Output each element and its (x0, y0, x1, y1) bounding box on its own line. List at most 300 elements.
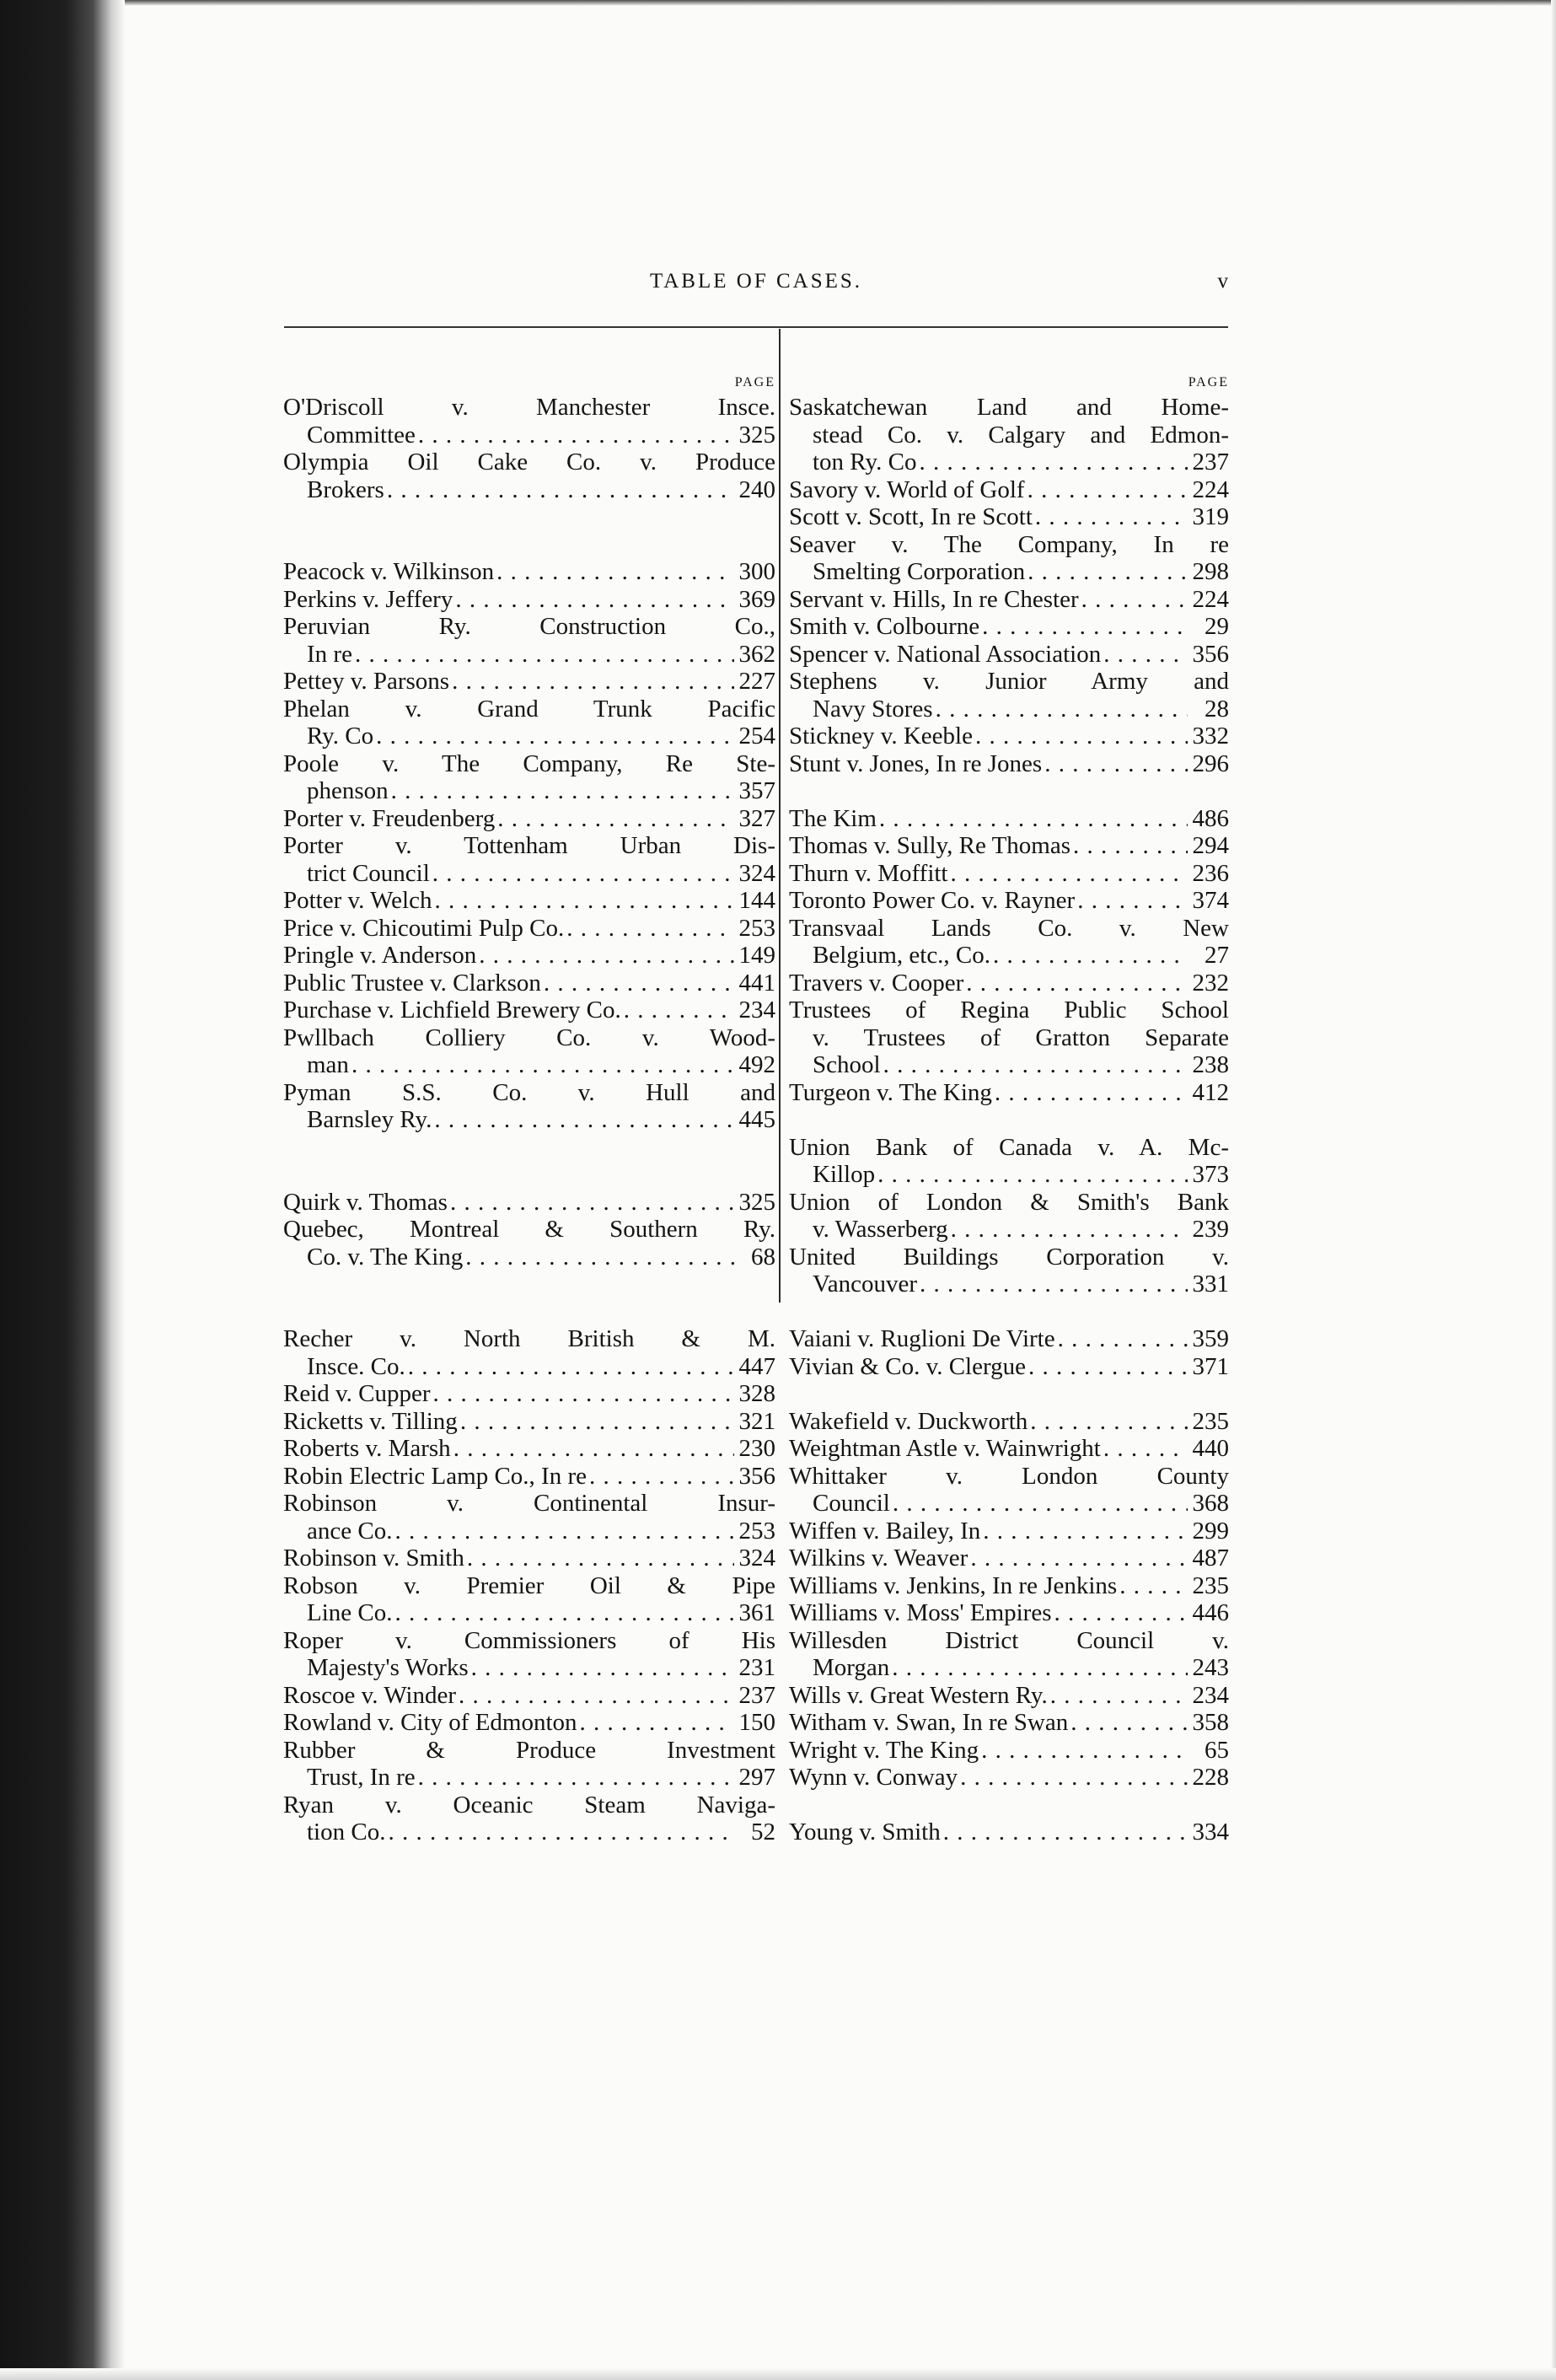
case-line (283, 1079, 775, 1107)
dot-leader (395, 1599, 735, 1627)
dot-leader (376, 723, 734, 750)
dot-leader (460, 1408, 734, 1436)
case-name: Vaiani v. Ruglioni De Virte (789, 1325, 1055, 1352)
dot-leader (1081, 586, 1188, 614)
case-entry (789, 997, 1229, 1079)
right-entries (789, 394, 1229, 1846)
case-name: Whittaker v. London County (789, 1462, 1229, 1490)
case-line (789, 750, 1229, 778)
case-line (283, 1490, 775, 1518)
case-name: Majesty's Works (307, 1654, 469, 1681)
case-name: Peruvian Ry. Construction Co., (283, 613, 775, 640)
page-number: 228 (1192, 1764, 1229, 1791)
case-name: trict Council (307, 859, 430, 887)
case-entry (789, 1545, 1229, 1572)
case-line (789, 723, 1229, 750)
case-line (789, 1709, 1229, 1737)
case-name: Robinson v. Smith (283, 1545, 464, 1571)
case-line (789, 476, 1229, 504)
dot-leader (877, 1161, 1188, 1189)
case-name: Quirk v. Thomas (283, 1188, 448, 1216)
page-number: 327 (738, 804, 775, 832)
right-column (789, 371, 1229, 1846)
dot-leader (394, 1518, 734, 1545)
case-name: Thomas v. Sully, Re Thomas (789, 832, 1071, 859)
case-name: Olympia Oil Cake Co. v. Produce (283, 449, 775, 475)
dot-leader (951, 860, 1188, 888)
case-name: Smelting Corporation (813, 558, 1026, 585)
case-name: O'Driscoll v. Manchester Insce. (283, 394, 775, 421)
case-line (283, 1435, 775, 1463)
case-line (283, 1572, 775, 1600)
case-line (789, 832, 1229, 860)
case-line (283, 777, 775, 805)
page-number: 230 (738, 1435, 775, 1462)
dot-leader (497, 805, 734, 833)
case-entry (789, 1435, 1229, 1463)
page-number: 298 (1192, 558, 1229, 585)
page-number: 65 (1205, 1736, 1229, 1764)
column-divider (779, 329, 781, 1303)
page-number: 325 (738, 1188, 775, 1216)
dot-leader (1044, 750, 1188, 778)
page-number: 224 (1192, 475, 1229, 503)
case-line (789, 1518, 1229, 1545)
page-number: 237 (738, 1681, 775, 1709)
page-folio: v (1217, 270, 1228, 293)
case-entry (789, 860, 1229, 888)
page-number: 234 (1192, 1681, 1229, 1709)
case-entry (789, 1599, 1229, 1627)
case-line (789, 1216, 1229, 1244)
case-line (789, 422, 1229, 449)
case-name: Thurn v. Moffitt (789, 859, 948, 887)
page-number: 237 (1192, 449, 1229, 475)
case-line (283, 1189, 775, 1217)
dot-leader (355, 641, 734, 669)
dot-leader (450, 1189, 734, 1217)
page-number: 357 (738, 777, 775, 804)
case-line (283, 586, 775, 614)
case-line (789, 449, 1229, 476)
case-name: Ryan v. Oceanic Steam Naviga- (283, 1791, 775, 1819)
page-number: 332 (1192, 723, 1229, 749)
dot-leader (893, 1490, 1188, 1518)
dot-leader (982, 613, 1188, 641)
case-line (283, 1764, 775, 1792)
dot-leader (453, 1435, 734, 1463)
case-entry (283, 586, 775, 614)
case-line (283, 394, 775, 422)
case-line (283, 970, 775, 997)
dot-leader (391, 777, 734, 805)
case-line (789, 531, 1229, 559)
dot-leader (418, 1764, 734, 1792)
page-number: 144 (738, 887, 775, 914)
case-line (789, 1079, 1229, 1107)
case-name: stead Co. v. Calgary and Edmon- (813, 421, 1229, 449)
case-name: Wills v. Great Western Ry. (789, 1681, 1048, 1709)
case-name: Stephens v. Junior Army and (789, 668, 1229, 695)
case-name: Savory v. World of Golf (789, 475, 1025, 503)
dot-leader (920, 1271, 1188, 1298)
case-line (283, 1682, 775, 1710)
case-line (789, 613, 1229, 641)
case-entry (283, 942, 775, 970)
case-entry (789, 613, 1229, 641)
dot-leader (981, 1737, 1188, 1765)
case-name: Turgeon v. The King (789, 1078, 992, 1106)
case-name: Spencer v. National Association (789, 640, 1102, 668)
case-name: Williams v. Moss' Empires (789, 1599, 1052, 1626)
case-entry (283, 1079, 775, 1134)
case-line (789, 1463, 1229, 1491)
case-name: Pringle v. Anderson (283, 942, 477, 969)
case-entry (283, 997, 775, 1024)
case-name: Killop (813, 1161, 876, 1188)
dot-leader (589, 1463, 734, 1491)
case-name: Roberts v. Marsh (283, 1435, 451, 1462)
case-entry (283, 1792, 775, 1846)
case-name: Committee (307, 421, 416, 449)
group-gap (789, 1106, 1229, 1134)
page-number: 321 (738, 1407, 775, 1435)
case-line (283, 641, 775, 669)
case-entry (283, 1737, 775, 1792)
case-entry (789, 1709, 1229, 1737)
case-name: Trustees of Regina Public School (789, 997, 1229, 1023)
page-number: 224 (1192, 585, 1229, 613)
left-entries (283, 394, 775, 1846)
dot-leader (966, 970, 1188, 997)
page-number: 232 (1192, 969, 1229, 997)
case-name: Purchase v. Lichfield Brewery Co. (283, 997, 621, 1023)
case-line (789, 1244, 1229, 1271)
page-number: 358 (1192, 1709, 1229, 1736)
dot-leader (993, 942, 1188, 970)
page-number: 231 (738, 1654, 775, 1681)
page-number: 297 (738, 1764, 775, 1791)
case-entry (789, 531, 1229, 586)
case-line (283, 476, 775, 504)
case-entry (283, 750, 775, 805)
case-name: Wiffen v. Bailey, In (789, 1517, 981, 1545)
case-line (789, 586, 1229, 614)
case-line (789, 887, 1229, 915)
case-line (283, 1106, 775, 1134)
case-entry (789, 1325, 1229, 1353)
case-entry (789, 887, 1229, 915)
case-name: United Buildings Corporation v. (789, 1243, 1229, 1271)
case-line (283, 1408, 775, 1436)
case-entry (789, 1764, 1229, 1792)
case-name: Servant v. Hills, In re Chester (789, 585, 1079, 613)
case-line (283, 1599, 775, 1627)
case-line (789, 1764, 1229, 1792)
page-number: 300 (738, 558, 775, 585)
case-entry (283, 1189, 775, 1217)
case-name: man (307, 1051, 349, 1078)
case-name: Vancouver (813, 1271, 918, 1297)
case-line (789, 805, 1229, 833)
case-name: Willesden District Council v. (789, 1626, 1229, 1654)
case-line (789, 1325, 1229, 1353)
case-name: v. Wasserberg (813, 1216, 948, 1243)
case-name: Stickney v. Keeble (789, 723, 973, 749)
page-number: 328 (738, 1380, 775, 1407)
page-number: 440 (1192, 1435, 1229, 1462)
case-name: Barnsley Ry. (307, 1106, 432, 1133)
case-entry (283, 696, 775, 750)
case-line (789, 1627, 1229, 1655)
case-name: Quebec, Montreal & Southern Ry. (283, 1216, 775, 1243)
dot-leader (496, 558, 734, 586)
dot-leader (1027, 558, 1188, 586)
group-gap (789, 1792, 1229, 1819)
case-line (283, 1325, 775, 1353)
case-entry (283, 1216, 775, 1271)
case-line (283, 723, 775, 750)
page-number: 296 (1192, 749, 1229, 777)
page-number: 239 (1192, 1216, 1229, 1243)
case-entry (789, 503, 1229, 531)
case-entry (789, 1408, 1229, 1436)
case-name: Scott v. Scott, In re Scott (789, 503, 1033, 530)
case-line (789, 558, 1229, 586)
case-line (789, 1545, 1229, 1572)
case-name: Pwllbach Colliery Co. v. Wood- (283, 1023, 775, 1051)
case-name: tion Co. (307, 1819, 386, 1845)
case-name: Line Co. (307, 1599, 393, 1626)
case-entry (283, 1682, 775, 1710)
case-name: Robinson v. Continental Insur- (283, 1490, 775, 1517)
case-name: Young v. Smith (789, 1819, 941, 1845)
case-line (283, 1792, 775, 1819)
case-entry (789, 1572, 1229, 1600)
page-number: 150 (738, 1709, 775, 1736)
case-entry (789, 970, 1229, 997)
case-line (789, 997, 1229, 1024)
case-entry (283, 887, 775, 915)
case-line (283, 997, 775, 1024)
page-number: 324 (738, 1545, 775, 1571)
case-entry (789, 394, 1229, 476)
dot-leader (580, 1709, 734, 1737)
dot-leader (1070, 1709, 1188, 1737)
top-edge-shadow (125, 0, 1556, 6)
case-line (283, 1518, 775, 1545)
case-line (789, 1353, 1229, 1381)
dot-leader (455, 586, 734, 614)
dot-leader (471, 1654, 734, 1682)
case-line (283, 1709, 775, 1737)
case-name: Robin Electric Lamp Co., In re (283, 1462, 587, 1490)
dot-leader (1119, 1572, 1188, 1600)
right-edge-shadow (1551, 0, 1556, 2380)
case-line (789, 1572, 1229, 1600)
case-name: Poole v. The Company, Re Ste- (283, 749, 775, 777)
case-entry (789, 915, 1229, 970)
case-entry (789, 750, 1229, 778)
case-line (283, 613, 775, 641)
dot-leader (434, 1106, 734, 1134)
case-line (283, 860, 775, 888)
case-entry (789, 723, 1229, 750)
dot-leader (479, 942, 734, 970)
case-line (283, 696, 775, 723)
dot-leader (975, 723, 1188, 750)
case-name: Robson v. Premier Oil & Pipe (283, 1571, 775, 1599)
case-name: Pyman S.S. Co. v. Hull and (283, 1078, 775, 1106)
case-name: Ricketts v. Tilling (283, 1407, 458, 1435)
dot-leader (983, 1518, 1188, 1545)
case-entry (789, 476, 1229, 504)
page-number: 227 (738, 668, 775, 695)
page-number: 486 (1192, 804, 1229, 832)
case-name: Wakefield v. Duckworth (789, 1407, 1028, 1435)
case-name: Rubber & Produce Investment (283, 1736, 775, 1764)
bottom-edge-shadow (0, 2368, 1556, 2380)
case-entry (789, 586, 1229, 614)
page-number: 243 (1192, 1654, 1229, 1681)
dot-leader (970, 1545, 1188, 1572)
case-name: Wright v. The King (789, 1736, 979, 1764)
case-name: Recher v. North British & M. (283, 1325, 775, 1352)
page-number: 331 (1192, 1271, 1229, 1297)
case-line (789, 1654, 1229, 1682)
dot-leader (919, 449, 1188, 476)
dot-leader (432, 860, 734, 888)
case-name: Smith v. Colbourne (789, 613, 980, 640)
case-name: Seaver v. The Company, In re (789, 530, 1229, 558)
case-entry (283, 449, 775, 503)
group-gap (789, 1380, 1229, 1408)
case-line (283, 1024, 775, 1052)
case-line (283, 942, 775, 970)
group-gap (283, 1271, 775, 1325)
dot-leader (388, 1819, 734, 1846)
case-entry (283, 832, 775, 887)
case-name: Peacock v. Wilkinson (283, 558, 495, 585)
case-entry (789, 668, 1229, 723)
case-line (283, 1244, 775, 1271)
case-entry (283, 613, 775, 668)
case-name: ance Co. (307, 1517, 393, 1545)
case-name: Williams v. Jenkins, In re Jenkins (789, 1571, 1118, 1599)
case-entry (283, 970, 775, 997)
case-entry (283, 1435, 775, 1463)
case-name: Toronto Power Co. v. Rayner (789, 887, 1076, 914)
case-name: Navy Stores (813, 695, 933, 723)
case-name: Union Bank of Canada v. A. Mc- (789, 1133, 1229, 1161)
left-column (283, 371, 775, 1846)
case-line (789, 1408, 1229, 1436)
case-entry (283, 805, 775, 833)
page-number: 235 (1192, 1407, 1229, 1435)
case-entry (789, 1627, 1229, 1682)
page-number: 325 (738, 421, 775, 449)
case-line (789, 970, 1229, 997)
page-number: 253 (738, 1517, 775, 1545)
dot-leader (1054, 1599, 1188, 1627)
page-number: 28 (1205, 695, 1229, 723)
case-entry (283, 1325, 775, 1380)
dot-leader (1028, 1353, 1188, 1381)
case-entry (789, 641, 1229, 669)
case-line (789, 1189, 1229, 1217)
case-entry (283, 1380, 775, 1408)
case-name: Brokers (307, 475, 384, 503)
page-number: 254 (738, 723, 775, 749)
binding-shadow (0, 0, 125, 2380)
case-name: Transvaal Lands Co. v. New (789, 914, 1229, 942)
case-entry (283, 1463, 775, 1491)
header-rule (284, 326, 1228, 328)
case-line (789, 915, 1229, 943)
case-line (789, 503, 1229, 531)
case-line (283, 832, 775, 860)
case-line (283, 1819, 775, 1846)
case-line (789, 394, 1229, 422)
case-line (789, 942, 1229, 970)
case-line (283, 1380, 775, 1408)
dot-leader (433, 1380, 734, 1408)
case-entry (283, 394, 775, 449)
case-name: Perkins v. Jeffery (283, 585, 453, 613)
case-entry (789, 1518, 1229, 1545)
page-number: 446 (1192, 1599, 1229, 1626)
case-entry (283, 1490, 775, 1545)
case-name: Porter v. Freudenberg (283, 804, 496, 832)
case-entry (789, 1463, 1229, 1518)
case-line (789, 1134, 1229, 1162)
case-line (283, 1627, 775, 1655)
case-entry (789, 1353, 1229, 1381)
group-gap (283, 1134, 775, 1189)
page-number: 234 (738, 997, 775, 1023)
case-name: Price v. Chicoutimi Pulp Co. (283, 914, 565, 942)
case-line (283, 915, 775, 943)
left-page-label: PAGE (734, 375, 775, 390)
dot-leader (1050, 1682, 1188, 1710)
case-line (283, 558, 775, 586)
case-name: Insce. Co. (307, 1352, 405, 1380)
dot-leader (387, 476, 734, 504)
case-line (283, 449, 775, 476)
case-name: Roper v. Commissioners of His (283, 1626, 775, 1654)
case-name: Vivian & Co. v. Clergue (789, 1352, 1026, 1380)
dot-leader (936, 696, 1188, 723)
case-entry (283, 915, 775, 943)
case-name: Wilkins v. Weaver (789, 1545, 968, 1571)
page-number: 447 (738, 1352, 775, 1380)
page-number: 368 (1192, 1490, 1229, 1517)
dot-leader (351, 1051, 734, 1079)
dot-leader (951, 1216, 1188, 1244)
case-line (283, 750, 775, 778)
case-line (283, 1353, 775, 1381)
case-line (283, 1463, 775, 1491)
dot-leader (1103, 641, 1188, 669)
page-number: 445 (738, 1106, 775, 1133)
page-number: 149 (738, 942, 775, 969)
dot-leader (465, 1244, 734, 1271)
dot-leader (544, 970, 734, 997)
case-entry (789, 1682, 1229, 1710)
case-line (283, 887, 775, 915)
case-line (283, 1216, 775, 1244)
case-name: Phelan v. Grand Trunk Pacific (283, 695, 775, 723)
